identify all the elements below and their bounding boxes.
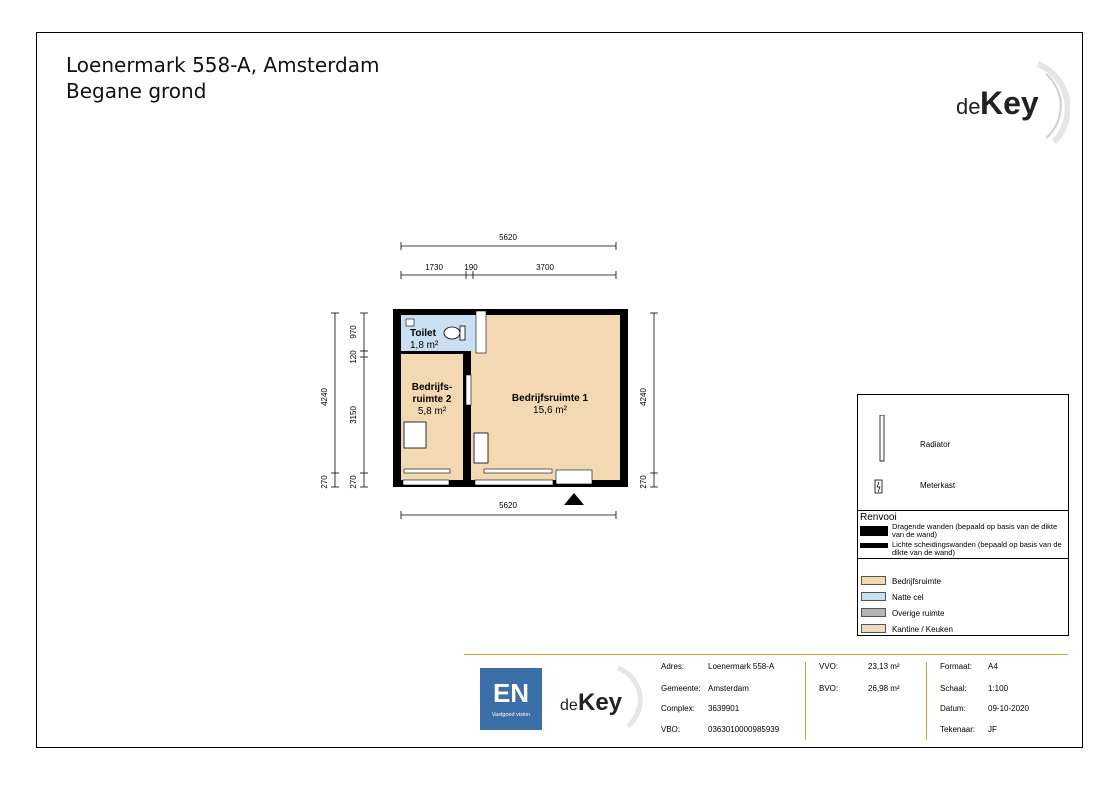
swatch-overige-label: Overige ruimte [892, 609, 945, 618]
radiator-symbol-icon [878, 415, 888, 465]
meterkast-icon [474, 433, 488, 463]
room-toilet-name: Toilet [410, 328, 436, 339]
swatch-bedrijfsruimte [861, 576, 886, 585]
en-logo [480, 668, 542, 730]
dim-left-part-3: 120 [349, 350, 358, 364]
en-logo-text: EN [492, 678, 530, 708]
tekenaar-label: Tekenaar: [940, 725, 976, 734]
floor-plan [300, 225, 680, 525]
dim-top-1: 1730 [425, 263, 443, 272]
vbo-value: 0363010000985939 [708, 725, 780, 734]
title-block-divider-1 [805, 662, 806, 740]
dim-right-total: 4240 [639, 388, 648, 406]
legend-meterkast-label: Meterkast [920, 481, 956, 490]
dim-top-3: 3700 [536, 263, 554, 272]
adres-label: Adres: [661, 662, 685, 671]
swatch-natte-cel-label: Natte cel [892, 593, 924, 602]
meterkast-symbol-icon [874, 479, 884, 495]
schaal-label: Schaal: [940, 684, 967, 693]
en-logo-sub: Vastgoed vision [491, 712, 531, 718]
dim-left-part-1: 270 [349, 475, 358, 489]
room-1-area: 15,6 m² [533, 405, 567, 416]
complex-label: Complex: [661, 704, 695, 713]
vbo-label: VBO: [661, 725, 681, 734]
room-1-name: Bedrijfsruimte 1 [511, 393, 589, 404]
gemeente-value: Amsterdam [708, 684, 749, 693]
floor-line: Begane grond [66, 79, 207, 103]
lichte-wand-label: Lichte scheidingswanden (bepaald op basis van de dikte van de wand) [892, 540, 1062, 557]
adres-value: Loenermark 558-A [708, 662, 775, 671]
complex-value: 3639901 [708, 704, 740, 713]
legend-renvooi [858, 511, 1068, 559]
vvo-value: 23,13 m² [868, 662, 900, 671]
swatch-natte-cel [861, 592, 886, 601]
legend-radiator-label: Radiator [920, 440, 951, 449]
dragende-wand-swatch [860, 526, 888, 536]
dragende-wand-label: Dragende wanden (bepaald op basis van de dikte van de wand) [892, 522, 1058, 539]
vvo-label: VVO: [819, 662, 839, 671]
title-block [464, 654, 1068, 746]
toilet-tank-icon [460, 326, 465, 340]
dim-top-total: 5620 [499, 233, 517, 242]
datum-value: 09-10-2020 [988, 704, 1029, 713]
tekenaar-value: JF [988, 725, 997, 734]
sink-icon [404, 422, 426, 448]
title-block-top-line [464, 654, 1068, 655]
renvooi-title: Renvooi [860, 512, 897, 523]
formaat-value: A4 [988, 662, 998, 671]
entrance-arrow-icon [564, 493, 584, 505]
room-2-name-2: ruimte 2 [412, 394, 452, 405]
room-2-area: 5,8 m² [417, 406, 447, 417]
dekey-logo [950, 60, 1070, 160]
bvo-label: BVO: [819, 684, 839, 693]
dimension-top [401, 242, 616, 279]
room-toilet-area: 1,8 m² [410, 340, 439, 351]
lichte-wand-swatch [860, 543, 888, 548]
dim-left-part-4: 970 [349, 325, 358, 339]
legend-box [857, 394, 1069, 636]
title-block-divider-2 [926, 662, 927, 740]
dim-bottom-total: 5620 [499, 501, 517, 510]
tb-logo-de: de [560, 697, 578, 714]
washbasin-small-icon [406, 319, 414, 326]
swatch-overige [861, 608, 886, 617]
dimension-right [650, 313, 658, 487]
swatch-kantine-label: Kantine / Keuken [892, 625, 953, 634]
page-title [66, 52, 379, 104]
tb-logo-key: Key [578, 689, 623, 716]
logo-key-text: Key [980, 85, 1039, 121]
dim-left-total: 4240 [320, 388, 329, 406]
address-line: Loenermark 558-A, Amsterdam [66, 53, 380, 77]
dim-top-2: 190 [464, 263, 478, 272]
logo-de-text: de [956, 94, 981, 119]
dim-right-bottom: 270 [639, 475, 648, 489]
legend-symbols [858, 395, 1068, 511]
dim-left-part-2: 3150 [349, 406, 358, 424]
toilet-bowl-icon [444, 327, 460, 339]
room-2-name-1: Bedrijfs- [411, 382, 453, 393]
schaal-value: 1:100 [988, 684, 1009, 693]
dimension-bottom [401, 511, 616, 519]
title-block-dekey-logo [556, 662, 646, 738]
swatch-bedrijfsruimte-label: Bedrijfsruimte [892, 577, 941, 586]
dim-left-outer-bottom: 270 [320, 475, 329, 489]
bvo-value: 26,98 m² [868, 684, 900, 693]
formaat-label: Formaat: [940, 662, 973, 671]
datum-label: Datum: [940, 704, 966, 713]
gemeente-label: Gemeente: [661, 684, 701, 693]
swatch-kantine [861, 624, 886, 633]
